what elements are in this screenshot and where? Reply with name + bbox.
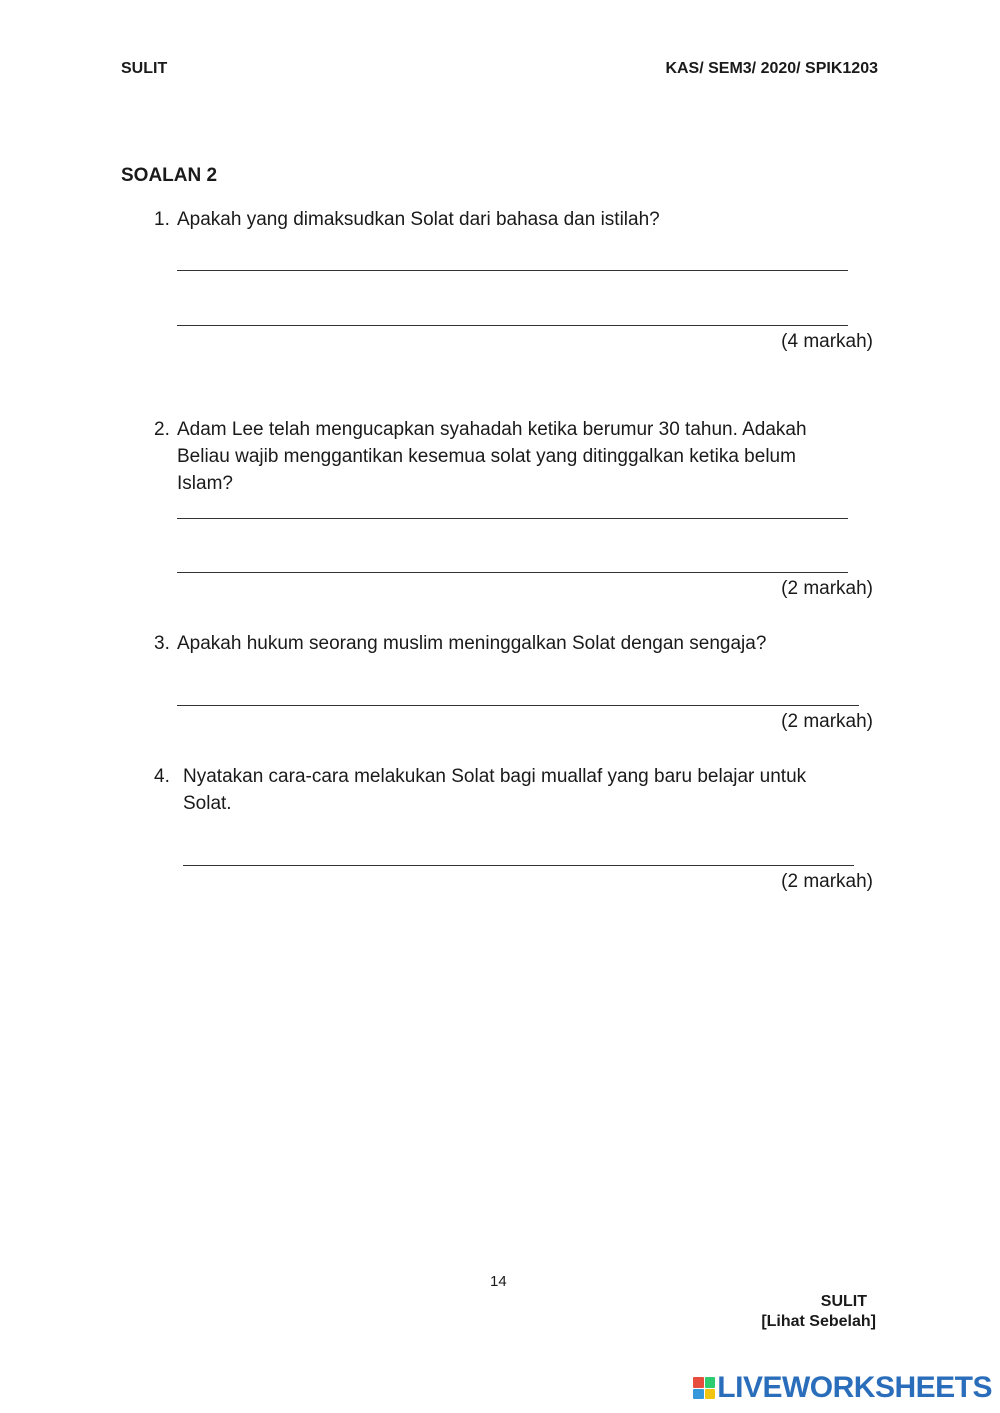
marks-label: (4 markah) [781,331,873,352]
footer-sulit: SULIT [820,1293,867,1310]
marks-label: (2 markah) [781,578,873,599]
question-text-line-2: Beliau wajib menggantikan kesemua solat yang ditinggalkan ketika belum [177,446,796,467]
question-number: 2. [154,419,170,440]
answer-line[interactable] [177,270,848,271]
answer-line[interactable] [183,865,854,866]
logo-square-green [705,1377,716,1388]
answer-line[interactable] [177,325,848,326]
question-text: Apakah yang dimaksudkan Solat dari bahasa dan istilah? [177,209,660,230]
marks-label: (2 markah) [781,711,873,732]
logo-square-yellow [705,1389,716,1400]
logo-square-blue [693,1389,704,1400]
answer-line[interactable] [177,518,848,519]
marks-label: (2 markah) [781,871,873,892]
page-number: 14 [490,1273,507,1290]
watermark-text: LIVEWORKSHEETS [717,1371,992,1404]
footer-lihat-sebelah: [Lihat Sebelah] [761,1313,876,1330]
logo-square-red [693,1377,704,1388]
question-text-line-2: Solat. [183,793,232,814]
answer-line[interactable] [177,705,859,706]
liveworksheets-logo-icon [693,1377,715,1399]
answer-line[interactable] [177,572,848,573]
question-number: 4. [154,766,170,787]
question-number: 3. [154,633,170,654]
header-right: KAS/ SEM3/ 2020/ SPIK1203 [665,60,878,77]
liveworksheets-watermark [693,1371,992,1405]
question-text-line-1: Adam Lee telah mengucapkan syahadah ketika berumur 30 tahun. Adakah [177,419,807,440]
question-text-line-1: Nyatakan cara-cara melakukan Solat bagi muallaf yang baru belajar untuk [183,766,807,787]
section-title: SOALAN 2 [121,165,218,186]
question-text: Apakah hukum seorang muslim meninggalkan Solat dengan sengaja? [177,633,767,654]
question-text-line-3: Islam? [177,473,233,494]
question-number: 1. [154,209,170,230]
header-left: SULIT [121,60,168,77]
